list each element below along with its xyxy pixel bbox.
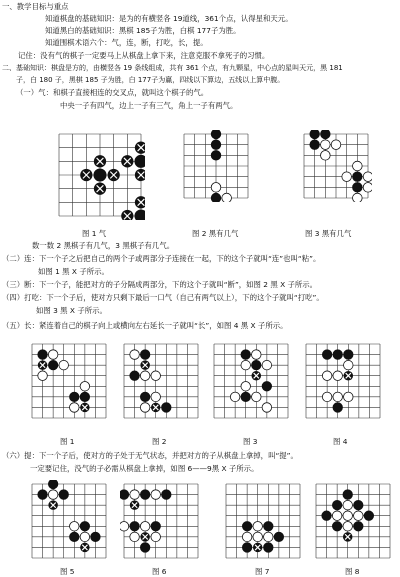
dachi-figure-ref: 如图 3 黑 X 子所示。 — [36, 306, 107, 315]
black-stone — [135, 210, 145, 220]
black-stone — [333, 403, 343, 413]
qi-caption-1: 图 1 气 — [82, 229, 107, 238]
white-stone — [140, 371, 150, 381]
white-stone — [130, 350, 140, 360]
black-stone — [38, 490, 48, 500]
black-stone — [59, 490, 69, 500]
white-stone — [343, 511, 353, 521]
chang-caption-4: 图 4 — [333, 437, 348, 446]
white-stone — [262, 403, 272, 413]
go-board — [120, 340, 202, 422]
white-stone — [70, 403, 80, 413]
goal-line-2: 知道黑白的基础知识：黑棋 185子为胜，白棋 177子为胜。 — [45, 26, 241, 35]
white-stone — [331, 140, 341, 150]
white-stone — [353, 193, 363, 202]
white-stone — [363, 183, 372, 193]
white-stone — [363, 172, 372, 182]
qi-heading: （一）气：和棋子直接相连的交叉点，就叫这个棋子的气。 — [16, 88, 209, 97]
black-stone — [48, 480, 58, 489]
black-stone — [354, 500, 364, 510]
goal-line-1: 知道棋盘的基础知识：是为的有横竖各 19道线，361个点，认得星和天元。 — [45, 14, 293, 23]
chang-caption-3: 图 3 — [243, 437, 258, 446]
black-stone — [140, 490, 150, 500]
chang-caption-2: 图 2 — [152, 437, 167, 446]
black-stone — [162, 490, 172, 500]
white-stone — [38, 371, 48, 381]
section2-continued: 子，白 180 子，黑棋 185 子为胜，白 177子为赢，四线以下算边，五线以上算中腹。 — [16, 76, 285, 84]
go-board — [28, 480, 110, 562]
diagram-chang-1 — [28, 340, 110, 422]
black-stone — [151, 522, 161, 532]
black-stone — [242, 522, 252, 532]
chang-text: （五）长：紧连着自己的棋子向上或横向左右延长一子就叫“长”，如图 4 黑 X 子所示。 — [2, 321, 288, 330]
ti-caption-6: 图 6 — [152, 567, 167, 576]
dachi-text: （四）打吃：下一个子后，使对方只剩下最后一口气（自己有两气以上），下的这个子就叫“打吃”。 — [2, 293, 324, 302]
white-stone — [264, 532, 274, 542]
white-stone — [151, 371, 161, 381]
white-stone — [333, 371, 343, 381]
diagram-chang-4 — [302, 340, 384, 422]
duan-text: （三）断：下一个子，能把对方的子分隔成两部分，下的这个子就叫“断”，如图 2 黑 X 子所示。 — [2, 280, 318, 289]
white-stone — [344, 360, 354, 370]
black-stone — [211, 193, 221, 202]
white-stone — [353, 161, 363, 171]
white-stone — [242, 532, 252, 542]
black-stone — [322, 511, 332, 521]
black-stone — [310, 140, 320, 150]
black-stone — [48, 360, 58, 370]
black-stone — [120, 490, 129, 500]
white-stone — [344, 392, 354, 402]
black-stone — [211, 151, 221, 161]
diagram-qi-3 — [300, 130, 372, 202]
black-stone — [343, 490, 353, 500]
white-stone — [151, 532, 161, 542]
ti-caption-5: 图 5 — [60, 567, 75, 576]
white-stone — [80, 382, 90, 392]
black-stone — [130, 522, 140, 532]
diagram-chang-2 — [120, 340, 202, 422]
go-board — [120, 480, 202, 562]
black-stone — [162, 403, 172, 413]
go-board — [302, 340, 384, 422]
white-stone — [151, 392, 161, 402]
white-stone — [151, 490, 161, 500]
diagram-qi-2 — [180, 130, 252, 202]
goal-note: 记住：没有气的棋子一定要马上从棋盘上拿下来，注意克服不拿死子的习惯。 — [18, 51, 270, 60]
black-stone — [80, 522, 90, 532]
white-stone — [140, 522, 150, 532]
black-stone — [70, 532, 80, 542]
black-stone — [310, 130, 320, 139]
black-stone — [321, 130, 331, 139]
black-stone — [241, 392, 251, 402]
black-stone — [274, 532, 284, 542]
black-stone — [333, 350, 343, 360]
marked-black-stone — [121, 210, 133, 220]
white-stone — [342, 172, 352, 182]
qi-caption-2: 图 2 黑有几气 — [192, 229, 239, 238]
black-stone — [332, 500, 342, 510]
white-stone — [262, 360, 272, 370]
white-stone — [211, 183, 221, 193]
white-stone — [322, 392, 332, 402]
white-stone — [59, 360, 69, 370]
chang-caption-1: 图 1 — [60, 437, 75, 446]
black-stone — [353, 183, 363, 193]
white-stone — [80, 532, 90, 542]
black-stone — [242, 543, 252, 553]
go-board — [300, 130, 372, 202]
qi-subtitle: 中央一子有四气，边上一子有三气，角上一子有两气。 — [60, 101, 238, 110]
go-board — [180, 130, 252, 202]
white-stone — [252, 392, 262, 402]
black-stone — [140, 350, 150, 360]
white-stone — [230, 392, 240, 402]
diagram-ti-6 — [120, 480, 202, 562]
white-stone — [253, 522, 263, 532]
white-stone — [343, 500, 353, 510]
diagram-ti-8 — [312, 480, 394, 562]
black-stone — [241, 350, 251, 360]
black-stone — [70, 392, 80, 402]
white-stone — [130, 532, 140, 542]
black-stone — [252, 360, 262, 370]
ti-subtitle: 一定要记住，没气的子必需从棋盘上拿掉，如图 6——9黑 X 子所示。 — [30, 464, 259, 473]
black-stone — [80, 392, 90, 402]
black-stone — [140, 392, 150, 402]
go-board — [312, 480, 394, 562]
white-stone — [241, 382, 251, 392]
lian-text: （二）连：下一个子之后把自己的两个子或两部分子连接在一起，下的这个子就叫“连”也叫“粘”。 — [2, 254, 321, 263]
goal-line-3: 知道围棋术语六个：气，连，断，打吃，长，提。 — [45, 38, 208, 47]
diagram-ti-5 — [28, 480, 110, 562]
section2-heading: 二、基础知识：棋盘是方的，由横竖各 19 条线组成，共有 361 个点，有九颗星，中心点的星叫天元，黑 181 — [2, 64, 343, 72]
ti-caption-8: 图 8 — [345, 567, 360, 576]
white-stone — [333, 392, 343, 402]
go-board — [210, 340, 292, 422]
white-stone — [332, 511, 342, 521]
black-stone — [135, 155, 145, 167]
white-stone — [253, 532, 263, 542]
black-stone — [262, 382, 272, 392]
marked-black-stone — [135, 196, 145, 208]
black-stone — [211, 140, 221, 150]
black-stone — [264, 543, 274, 553]
black-stone — [264, 522, 274, 532]
diagram-ti-7 — [222, 480, 304, 562]
white-stone — [48, 350, 58, 360]
go-board — [222, 480, 304, 562]
white-stone — [354, 511, 364, 521]
white-stone — [140, 403, 150, 413]
black-stone — [94, 169, 106, 181]
qi-question: 数一数 2 黑棋子有几气，3 黑棋子有几气。 — [32, 241, 175, 250]
black-stone — [322, 350, 332, 360]
white-stone — [70, 522, 80, 532]
marked-black-stone — [135, 169, 145, 181]
lian-figure-ref: 如图 1 黑 X 子所示。 — [38, 267, 109, 276]
black-stone — [38, 350, 48, 360]
ti-text: （六）提：下一个子后，使对方的子处于无气状态，并把对方的子从棋盘上拿掉，叫“提”。 — [2, 451, 298, 460]
white-stone — [322, 371, 332, 381]
qi-caption-3: 图 3 黑有几气 — [305, 229, 352, 238]
diagram-chang-3 — [210, 340, 292, 422]
go-board — [28, 340, 110, 422]
white-stone — [252, 350, 262, 360]
white-stone — [241, 360, 251, 370]
black-stone — [91, 532, 101, 542]
black-stone — [364, 511, 374, 521]
black-stone — [130, 371, 140, 381]
marked-black-stone — [135, 142, 145, 154]
black-stone — [140, 543, 150, 553]
black-stone — [354, 522, 364, 532]
white-stone — [130, 490, 140, 500]
black-stone — [211, 130, 221, 139]
black-stone — [353, 172, 363, 182]
go-board — [55, 130, 145, 220]
diagram-qi-1 — [55, 130, 145, 220]
white-stone — [321, 140, 331, 150]
white-stone — [343, 522, 353, 532]
white-stone — [321, 151, 331, 161]
white-stone — [120, 522, 129, 532]
section1-heading: 一、教学目标与重点 — [2, 2, 69, 11]
ti-caption-7: 图 7 — [255, 567, 270, 576]
black-stone — [344, 350, 354, 360]
black-stone — [332, 522, 342, 532]
white-stone — [48, 490, 58, 500]
white-stone — [222, 193, 232, 202]
